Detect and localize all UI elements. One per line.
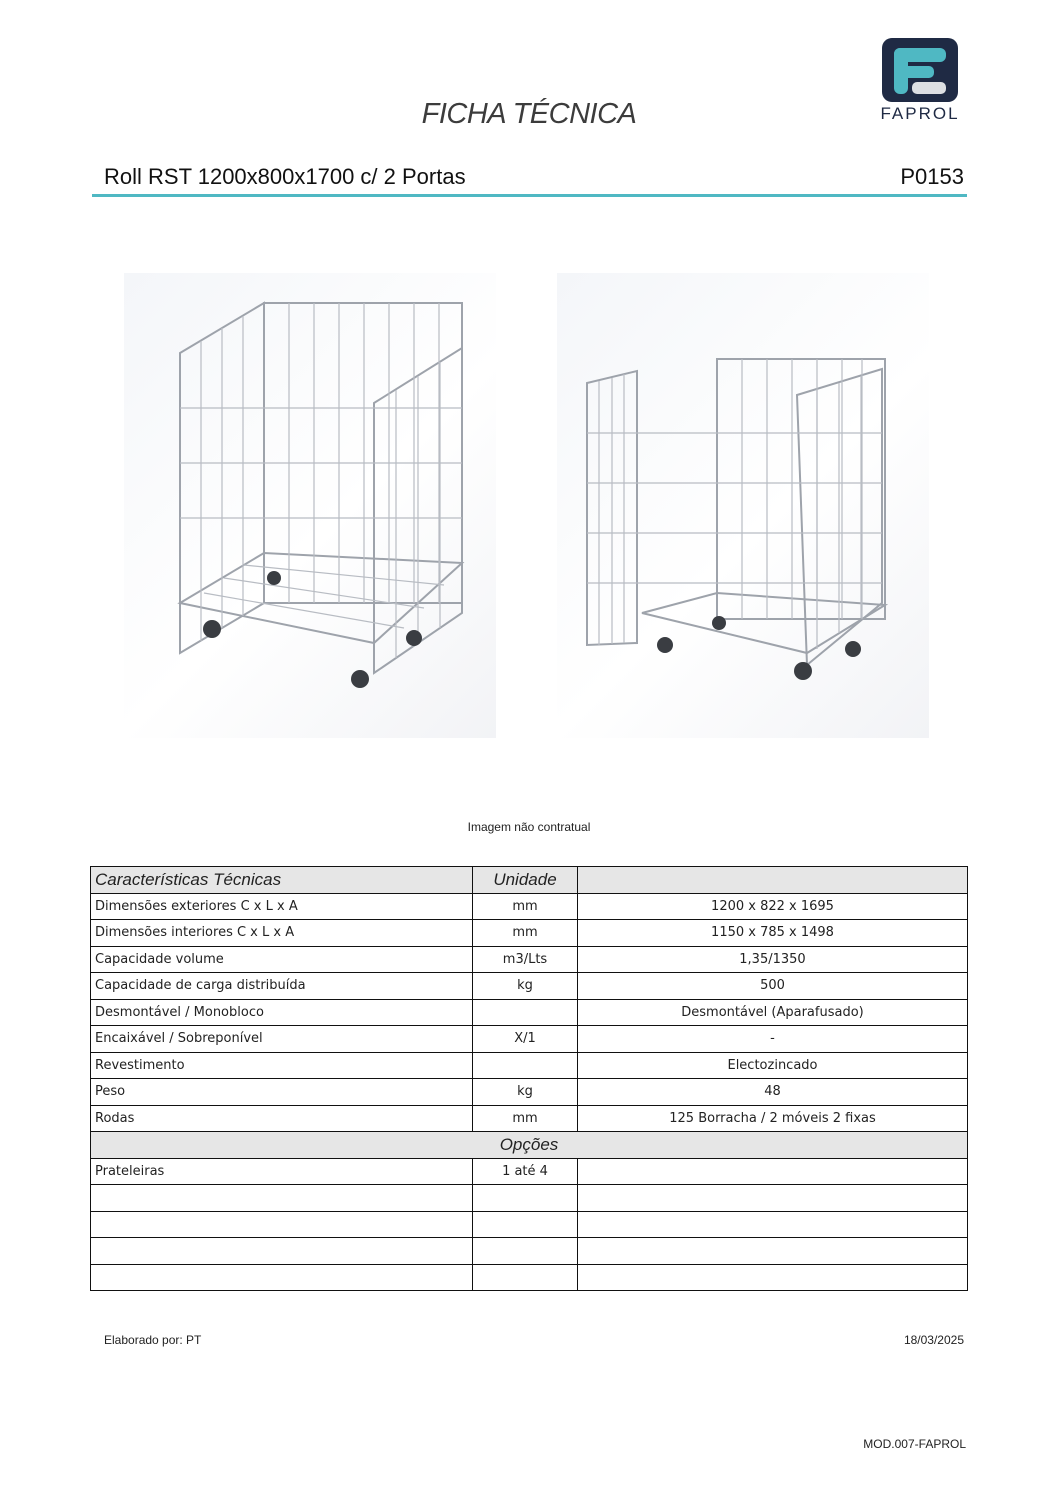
row-label: Dimensões exteriores C x L x A [91,893,473,920]
row-unit: mm [473,920,578,947]
option-label [91,1238,473,1265]
row-value: Electozincado [578,1052,968,1079]
row-value: 1200 x 822 x 1695 [578,893,968,920]
page-title: FICHA TÉCNICA [421,98,637,130]
row-unit [473,999,578,1026]
table-row [91,1026,968,1053]
table-row [91,1079,968,1106]
option-value [578,1264,968,1291]
option-unit: 1 até 4 [473,1158,578,1185]
row-value: Desmontável (Aparafusado) [578,999,968,1026]
options-header-row [91,1132,968,1159]
row-unit: mm [473,1105,578,1132]
option-unit [473,1264,578,1291]
roll-container-closed-image [124,273,496,738]
row-label: Encaixável / Sobreponível [91,1026,473,1053]
row-value: - [578,1026,968,1053]
option-row [91,1238,968,1265]
row-label: Rodas [91,1105,473,1132]
option-label: Prateleiras [91,1158,473,1185]
row-label: Peso [91,1079,473,1106]
row-value: 1150 x 785 x 1498 [578,920,968,947]
row-label: Revestimento [91,1052,473,1079]
table-row [91,920,968,947]
roll-container-closed-icon [124,273,496,738]
header-unit: Unidade [473,867,578,894]
row-unit: X/1 [473,1026,578,1053]
table-row [91,999,968,1026]
row-label: Desmontável / Monobloco [91,999,473,1026]
option-label [91,1264,473,1291]
row-unit: kg [473,1079,578,1106]
header-divider [92,194,967,197]
option-row [91,1211,968,1238]
option-row [91,1158,968,1185]
row-label: Dimensões interiores C x L x A [91,920,473,947]
option-label [91,1211,473,1238]
prepared-by: Elaborado por: PT [104,1333,202,1347]
header-value [578,867,968,894]
table-row [91,946,968,973]
row-value: 500 [578,973,968,1000]
row-value: 1,35/1350 [578,946,968,973]
option-row [91,1264,968,1291]
row-unit: m3/Lts [473,946,578,973]
product-name: Roll RST 1200x800x1700 c/ 2 Portas [104,164,466,189]
row-label: Capacidade de carga distribuída [91,973,473,1000]
row-unit [473,1052,578,1079]
row-value: 48 [578,1079,968,1106]
row-unit: mm [473,893,578,920]
options-header: Opções [91,1132,968,1159]
table-row [91,973,968,1000]
document-date: 18/03/2025 [903,1333,964,1347]
spec-table [90,866,968,1291]
logo-wordmark: FAPROL [880,104,960,123]
row-label: Capacidade volume [91,946,473,973]
product-code: P0153 [900,164,964,189]
image-disclaimer: Imagem não contratual [467,820,591,834]
option-label [91,1185,473,1212]
roll-container-open-icon [557,273,929,738]
option-unit [473,1211,578,1238]
option-value [578,1158,968,1185]
table-row [91,893,968,920]
form-code: MOD.007-FAPROL [863,1437,966,1451]
option-value [578,1185,968,1212]
option-value [578,1238,968,1265]
row-value: 125 Borracha / 2 móveis 2 fixas [578,1105,968,1132]
roll-container-open-doors-image [557,273,929,738]
option-unit [473,1185,578,1212]
spec-table-body [91,867,968,1291]
table-row [91,1052,968,1079]
table-header-row [91,867,968,894]
option-unit [473,1238,578,1265]
option-value [578,1211,968,1238]
row-unit: kg [473,973,578,1000]
option-row [91,1185,968,1212]
table-row [91,1105,968,1132]
faprol-logo-icon [882,38,958,102]
header-characteristics: Características Técnicas [91,867,473,894]
